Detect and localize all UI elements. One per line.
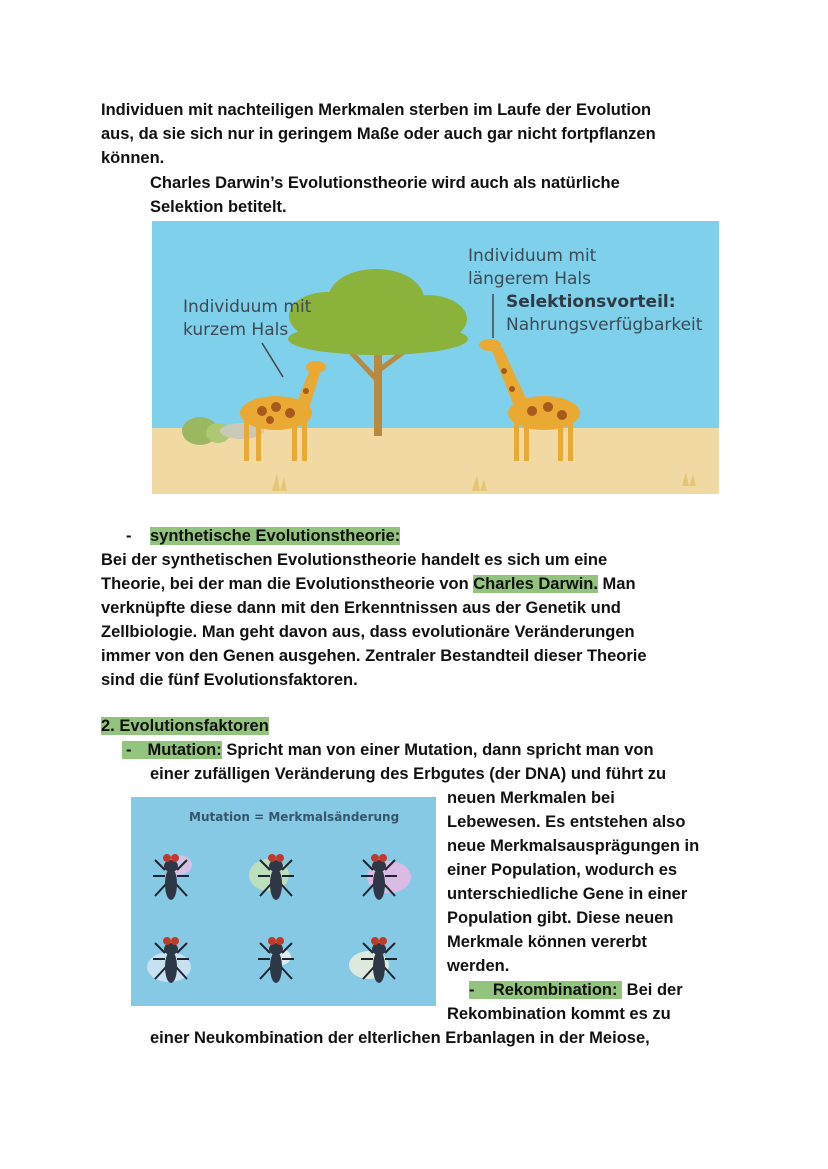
long-neck-label-2: längerem Hals xyxy=(468,269,591,289)
mutation-line-7: unterschiedliche Gene in einer xyxy=(447,885,688,903)
advantage-title: Selektionsvorteil: xyxy=(506,292,676,312)
mutation-line-8: Population gibt. Diese neuen xyxy=(447,909,674,927)
synthetic-line-6: sind die fünf Evolutionsfaktoren. xyxy=(101,671,358,689)
mutation-line-10: werden. xyxy=(447,957,510,975)
darwin-line-2: Selektion betitelt. xyxy=(150,198,287,216)
synthetic-line-2c: Man xyxy=(597,575,636,593)
rekombination-line-3: einer Neukombination der elterlichen Erbanlagen in der Meiose, xyxy=(150,1029,650,1047)
mutation-line-5: neue Merkmalsausprägungen in xyxy=(447,837,700,855)
mutation-line-1 xyxy=(122,740,654,760)
mutation-bullet: - xyxy=(122,741,136,759)
mutation-illustration xyxy=(131,797,436,1006)
darwin-highlight: Charles Darwin. xyxy=(473,575,598,593)
synthetic-line-2 xyxy=(101,574,636,594)
synthetic-heading-text: synthetische Evolutionstheorie: xyxy=(150,527,401,545)
factors-heading-text: 2. Evolutionsfaktoren xyxy=(101,717,269,735)
synthetic-bullet: - xyxy=(126,527,132,545)
mutation-line-2: einer zufälligen Veränderung des Erbgutes (der DNA) und führt zu xyxy=(150,765,667,783)
intro-line-2: aus, da sie sich nur in geringem Maße oder auch gar nicht fortpflanzen xyxy=(101,125,656,143)
rekombination-line-2: Rekombination kommt es zu xyxy=(447,1005,671,1023)
rekombination-text-1: Bei der xyxy=(622,981,683,999)
advantage-text: Nahrungsverfügbarkeit xyxy=(506,315,703,335)
synthetic-line-4: Zellbiologie. Man geht davon aus, dass evolutionäre Veränderungen xyxy=(101,623,635,641)
giraffe-selection-illustration xyxy=(152,221,719,494)
mutation-line-3: neuen Merkmalen bei xyxy=(447,789,615,807)
darwin-line-1: Charles Darwin’s Evolutionstheorie wird auch als natürliche xyxy=(150,174,620,192)
mutation-line-6: einer Population, wodurch es xyxy=(447,861,678,879)
synthetic-line-5: immer von den Genen ausgehen. Zentraler Bestandteil dieser Theorie xyxy=(101,647,647,665)
short-neck-label-2: kurzem Hals xyxy=(183,320,289,340)
synthetic-line-1: Bei der synthetischen Evolutionstheorie handelt es sich um eine xyxy=(101,551,608,569)
long-neck-label-1: Individuum mit xyxy=(468,246,597,266)
rekombination-label: - Rekombination: xyxy=(469,981,623,999)
short-neck-label-1: Individuum mit xyxy=(183,297,312,317)
synthetic-line-2a: Theorie, bei der man die Evolutionstheorie von xyxy=(101,575,474,593)
mutation-label: Mutation: xyxy=(136,741,222,759)
synthetic-line-3: verknüpfte diese dann mit den Erkenntnissen aus der Genetik und xyxy=(101,599,621,617)
mutation-figure-title: Mutation = Merkmalsänderung xyxy=(189,810,400,824)
synthetic-heading xyxy=(150,526,400,546)
factors-heading xyxy=(101,716,269,736)
rekombination-line-1 xyxy=(469,980,683,1000)
giraffe-scene-graphic xyxy=(152,221,719,494)
mutation-line-4: Lebewesen. Es entstehen also xyxy=(447,813,686,831)
mutation-line-9: Merkmale können vererbt xyxy=(447,933,647,951)
intro-line-1: Individuen mit nachteiligen Merkmalen sterben im Laufe der Evolution xyxy=(101,101,652,119)
flies-graphic xyxy=(131,797,436,1006)
mutation-text-1: Spricht man von einer Mutation, dann spricht man von xyxy=(221,741,654,759)
intro-line-3: können. xyxy=(101,149,165,167)
